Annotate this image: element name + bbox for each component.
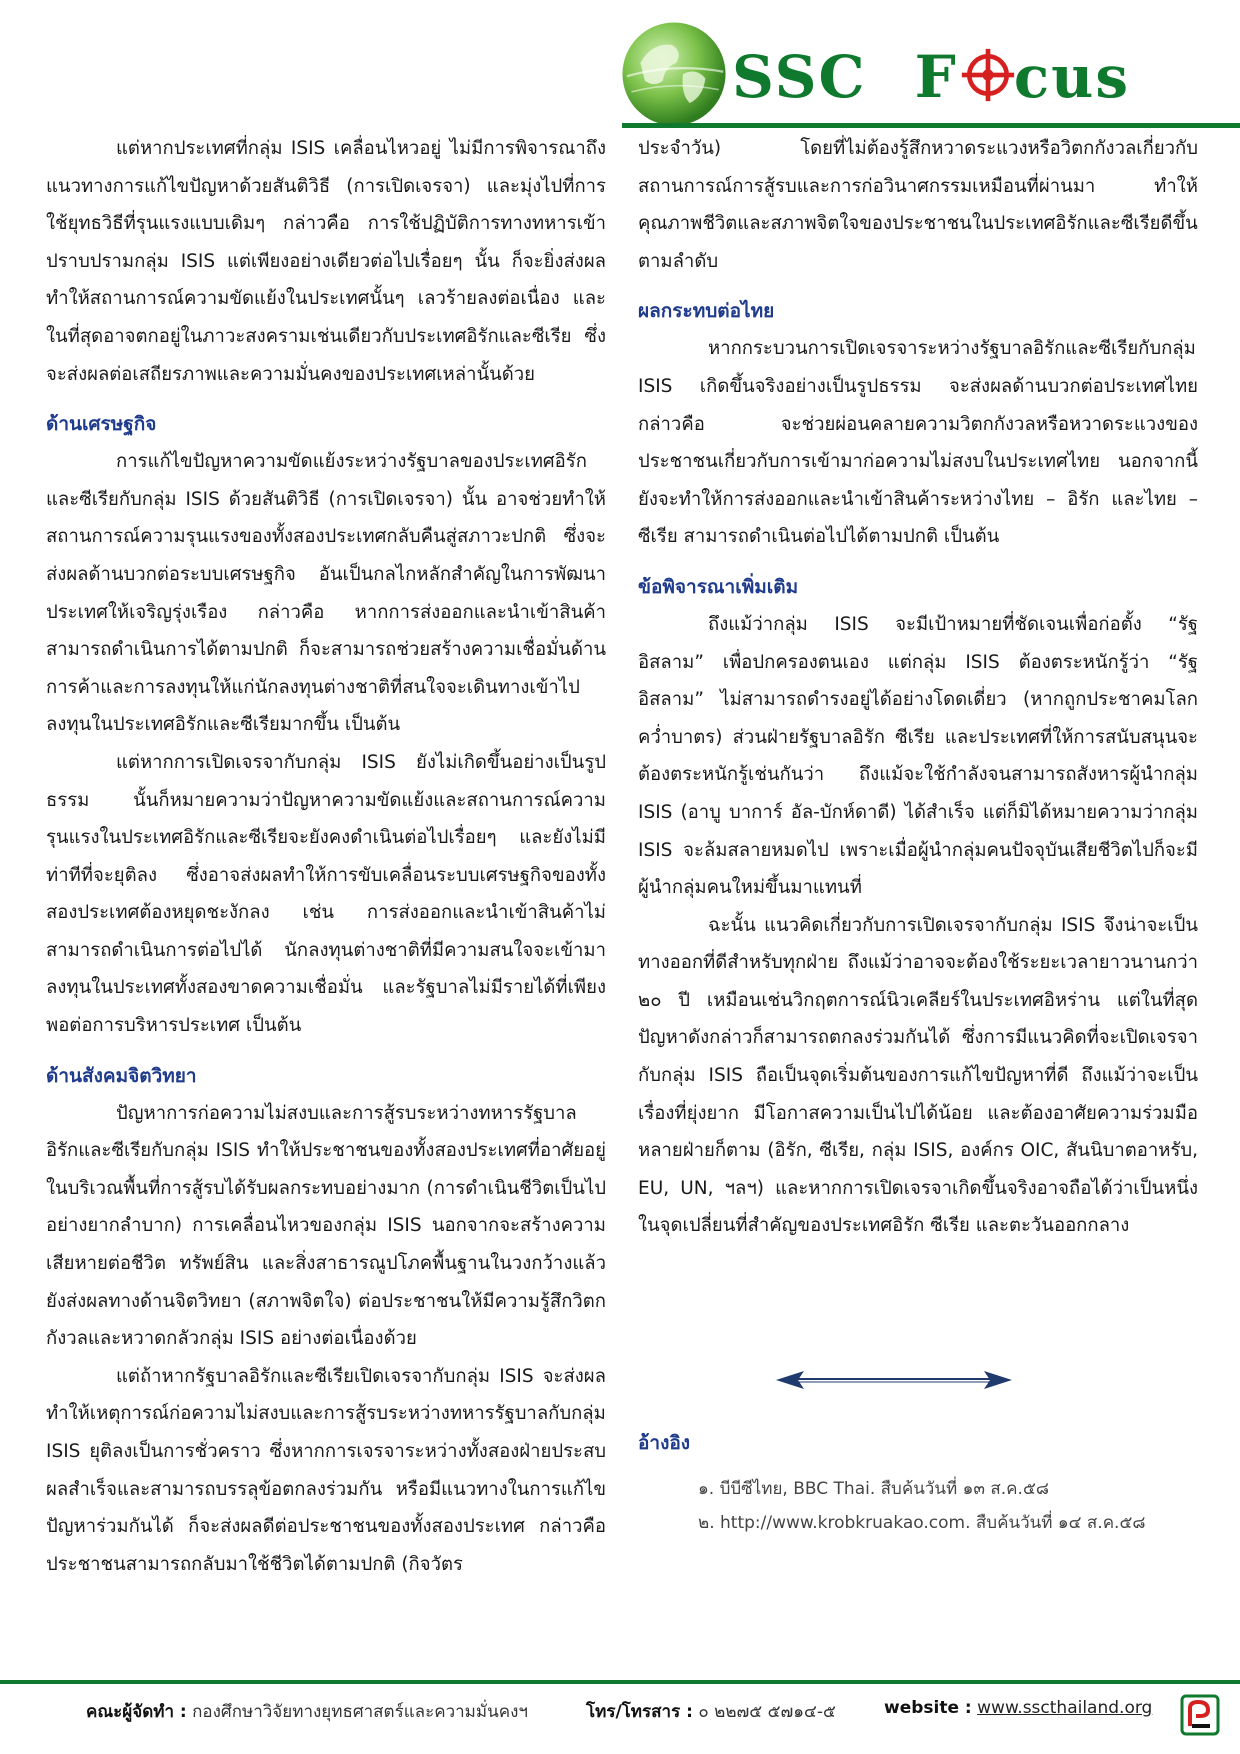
section-heading-economy: ด้านเศรษฐกิจ: [46, 413, 157, 436]
paragraph: แต่ถ้าหากรัฐบาลอิรักและซีเรียเปิดเจรจากับกลุ่ม ISIS จะส่งผลทำให้เหตุการณ์ก่อความไม่สงบและการสู้รบระหว่างทหารรัฐบาลกับกลุ่ม ISIS ยุติลงเป็นการชั่วคราว ซึ่งหากการเจรจาระหว่างทั้งสองฝ่ายประสบผลสำเร็จและสามารถบรรลุข้อตกลงร่วมกัน หรือมีแนวทางในการแก้ไขปัญหาร่วมกันได้ ก็จะส่งผลดีต่อประชาชนของทั้งสองประเทศ กล่าวคือ ประชาชนสามารถกลับมาใช้ชีวิตได้ตามปกติ (กิจวัตร: [46, 1365, 606, 1575]
footer-prepared-label: คณะผู้จัดทำ :: [86, 1702, 187, 1722]
footer-website: [884, 1698, 1152, 1718]
organization-logo-icon: [1180, 1694, 1220, 1736]
logo-text: [732, 42, 1130, 112]
paragraph: แต่หากประเทศที่กลุ่ม ISIS เคลื่อนไหวอยู่ ไม่มีการพิจารณาถึงแนวทางการแก้ไขปัญหาด้วยสันติวิธี (การเปิดเจรจา) และมุ่งไปที่การใช้ยุทธวิธีที่รุนแรงแบบเดิมๆ กล่าวคือ การใช้ปฏิบัติการทางทหารเข้าปราบปรามกลุ่ม ISIS แต่เพียงอย่างเดียวต่อไปเรื่อยๆ นั้น ก็จะยิ่งส่งผลทำให้สถานการณ์ความขัดแย้งในประเทศนั้นๆ เลวร้ายลงต่อเนื่อง และในที่สุดอาจตกอยู่ในภาวะสงครามเช่นเดียวกับประเทศอิรักและซีเรีย ซึ่งจะส่งผลต่อเสถียรภาพและความมั่นคงของประเทศเหล่านั้นด้วย: [46, 138, 606, 385]
right-column: [638, 130, 1198, 1245]
paragraph: ฉะนั้น แนวคิดเกี่ยวกับการเปิดเจรจากับกลุ่ม ISIS จึงน่าจะเป็นทางออกที่ดีสำหรับทุกฝ่าย ถึงแม้ว่าอาจจะต้องใช้ระยะเวลายาวนานกว่า ๒๐ ปี เหมือนเช่นวิกฤตการณ์นิวเคลียร์ในประเทศอิหร่าน แต่ในที่สุดปัญหาดังกล่าวก็สามารถตกลงร่วมกันได้ ซึ่งการมีแนวคิดที่จะเปิดเจรจากับกลุ่ม ISIS ถือเป็นจุดเริ่มต้นของการแก้ไขปัญหาที่ดี ถึงแม้ว่าจะเป็นเรื่องที่ยุ่งยาก มีโอกาสความเป็นไปได้น้อย และต้องอาศัยความร่วมมือหลายฝ่ายก็ตาม (อิรัก, ซีเรีย, กลุ่ม ISIS, องค์กร OIC, สันนิบาตอาหรับ, EU, UN, ฯลฯ) และหากการเปิดเจรจาเกิดขึ้นจริงอาจถือได้ว่าเป็นหนึ่งในจุดเปลี่ยนที่สำคัญของประเทศอิรัก ซีเรีย และตะวันออกกลาง: [638, 914, 1198, 1237]
page-footer: [0, 1688, 1240, 1738]
footer-website-label: website :: [884, 1698, 972, 1718]
logo-word-focus-end: cus: [1013, 43, 1130, 111]
reference-item: ๒. http://www.krobkruakao.com. สืบค้นวันที่ ๑๔ ส.ค.๕๘: [698, 1513, 1146, 1533]
paragraph: ปัญหาการก่อความไม่สงบและการสู้รบระหว่างทหารรัฐบาลอิรักและซีเรียกับกลุ่ม ISIS ทำให้ประชาชนของทั้งสองประเทศที่อาศัยอยู่ในบริเวณพื้นที่การสู้รบได้รับผลกระทบอย่างมาก (การดำเนินชีวิตเป็นไปอย่างยากลำบาก) การเคลื่อนไหวของกลุ่ม ISIS นอกจากจะสร้างความเสียหายต่อชีวิต ทรัพย์สิน และสิ่งสาธารณูปโภคพื้นฐานในวงกว้างแล้ว ยังส่งผลทางด้านจิตวิทยา (สภาพจิตใจ) ต่อประชาชนให้มีความรู้สึกวิตกกังวลและหวาดกลัวกลุ่ม ISIS อย่างต่อเนื่องด้วย: [46, 1102, 606, 1350]
references-list: [698, 1472, 1218, 1540]
globe-icon: [618, 18, 730, 130]
page-header: [0, 0, 1240, 135]
left-column: [46, 130, 606, 1583]
footer-website-link[interactable]: www.sscthailand.org: [977, 1698, 1153, 1718]
footer-phone-label: โทร/โทรสาร :: [586, 1702, 693, 1722]
footer-prepared-by: [86, 1698, 528, 1725]
header-rule: [622, 123, 1240, 128]
double-arrow-divider-icon: [774, 1365, 1014, 1393]
section-heading-additional-considerations: ข้อพิจารณาเพิ่มเติม: [638, 575, 799, 598]
paragraph: หากกระบวนการเปิดเจรจาระหว่างรัฐบาลอิรักและซีเรียกับกลุ่ม ISIS เกิดขึ้นจริงอย่างเป็นรูปธรรม จะส่งผลด้านบวกต่อประเทศไทย กล่าวคือ จะช่วยผ่อนคลายความวิตกกังวลหรือหวาดระแวงของประชาชนเกี่ยวกับการเข้ามาก่อความไม่สงบในประเทศไทย นอกจากนี้ยังจะทำให้การส่งออกและนำเข้าสินค้าระหว่างไทย – อิรัก และไทย – ซีเรีย สามารถดำเนินต่อไปได้ตามปกติ เป็นต้น: [638, 338, 1198, 548]
footer-prepared-value: กองศึกษาวิจัยทางยุทธศาสตร์และความมั่นคงฯ: [192, 1702, 528, 1722]
logo-word-focus-start: F: [914, 43, 958, 111]
references-title: อ้างอิง: [638, 1432, 691, 1454]
footer-phone: [586, 1698, 836, 1725]
paragraph: การแก้ไขปัญหาความขัดแย้งระหว่างรัฐบาลของประเทศอิรักและซีเรียกับกลุ่ม ISIS ด้วยสันติวิธี (การเปิดเจรจา) นั้น อาจช่วยทำให้สถานการณ์ความรุนแรงของทั้งสองประเทศกลับคืนสู่สภาวะปกติ ซึ่งจะส่งผลด้านบวกต่อระบบเศรษฐกิจ อันเป็นกลไกหลักสำคัญในการพัฒนาประเทศให้เจริญรุ่งเรือง กล่าวคือ หากการส่งออกและนำเข้าสินค้าสามารถดำเนินการได้ตามปกติ ก็จะสามารถช่วยสร้างความเชื่อมั่นด้านการค้าและการลงทุนให้แก่นักลงทุนต่างชาติที่สนใจจะเดินทางเข้าไปลงทุนในประเทศอิรักและซีเรียมากขึ้น เป็นต้น: [46, 451, 606, 736]
paragraph: ถึงแม้ว่ากลุ่ม ISIS จะมีเป้าหมายที่ชัดเจนเพื่อก่อตั้ง “รัฐอิสลาม” เพื่อปกครองตนเอง แต่กลุ่ม ISIS ต้องตระหนักรู้ว่า “รัฐอิสลาม” ไม่สามารถดำรงอยู่ได้อย่างโดดเดี่ยว (หากถูกประชาคมโลกคว่ำบาตร) ส่วนฝ่ายรัฐบาลอิรัก ซีเรีย และประเทศที่ให้การสนับสนุนจะต้องตระหนักรู้เช่นกันว่า ถึงแม้จะใช้กำลังจนสามารถสังหารผู้นำกลุ่ม ISIS (อาบู บาการ์ อัล-บักห์ดาดี) ได้สำเร็จ แต่ก็มิได้หมายความว่ากลุ่ม ISIS จะล้มสลายหมดไป เพราะเมื่อผู้นำกลุ่มคนปัจจุบันเสียชีวิตไปก็จะมีผู้นำกลุ่มคนใหม่ขึ้นมาแทนที่: [638, 613, 1198, 899]
footer-phone-value: ๐ ๒๒๗๕ ๕๗๑๔-๕: [698, 1702, 836, 1722]
reference-item: ๑. บีบีซีไทย, BBC Thai. สืบค้นวันที่ ๑๓ ส.ค.๕๘: [698, 1479, 1049, 1499]
footer-rule: [0, 1680, 1240, 1684]
crosshair-target-icon: [960, 47, 1016, 103]
logo-word-ssc: SSC: [732, 43, 867, 111]
section-heading-impact-thailand: ผลกระทบต่อไทย: [638, 300, 775, 323]
paragraph: แต่หากการเปิดเจรจากับกลุ่ม ISIS ยังไม่เกิดขึ้นอย่างเป็นรูปธรรม นั้นก็หมายความว่าปัญหาความขัดแย้งและสถานการณ์ความรุนแรงในประเทศอิรักและซีเรียจะยังคงดำเนินต่อไปเรื่อยๆ และยังไม่มีท่าทีที่จะยุติลง ซึ่งอาจส่งผลทำให้การขับเคลื่อนระบบเศรษฐกิจของทั้งสองประเทศต้องหยุดชะงักลง เช่น การส่งออกและนำเข้าสินค้าไม่สามารถดำเนินการต่อไปได้ นักลงทุนต่างชาติที่มีความสนใจจะเข้ามาลงทุนในประเทศทั้งสองขาดความเชื่อมั่น และรัฐบาลไม่มีรายได้ที่เพียงพอต่อการบริหารประเทศ เป็นต้น: [46, 751, 606, 1037]
section-heading-psychology: ด้านสังคมจิตวิทยา: [46, 1064, 197, 1087]
paragraph: ประจำวัน) โดยที่ไม่ต้องรู้สึกหวาดระแวงหรือวิตกกังวลเกี่ยวกับสถานการณ์การสู้รบและการก่อวินาศกรรมเหมือนที่ผ่านมา ทำให้คุณภาพชีวิตและสภาพจิตใจของประชาชนในประเทศอิรักและซีเรียดีขึ้นตามลำดับ: [638, 138, 1198, 272]
